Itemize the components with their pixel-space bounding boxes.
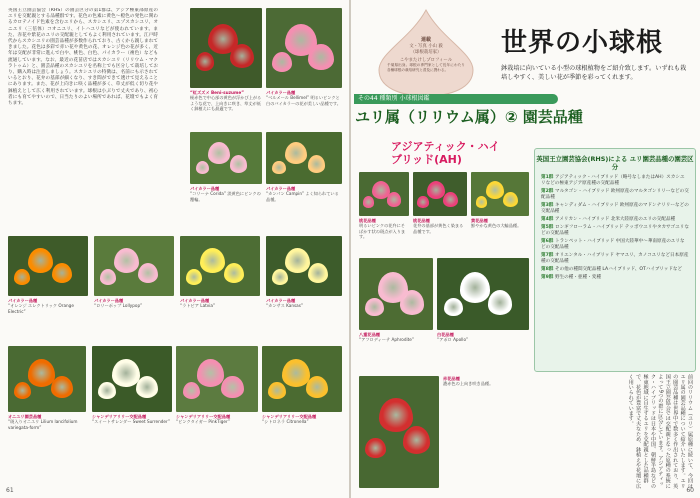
lily-photo <box>359 172 409 216</box>
rhs-group-item <box>541 253 689 265</box>
caption-text: 鮮やかな黄色の大輪品種。 <box>471 223 522 229</box>
photo-caption <box>359 218 409 254</box>
photo-caption <box>413 218 467 254</box>
lily-bloom <box>208 142 230 164</box>
lily-bloom <box>51 376 73 398</box>
rhs-group-item <box>541 189 689 201</box>
rhs-group-label: 第4群 <box>541 217 555 222</box>
lily-bloom <box>282 359 310 387</box>
caption-text: “カンパン Campin” よく知られている品種。 <box>266 191 339 202</box>
rhs-group-desc: キャンディダム・ハイブリッド 欧州原産のマドンナリリーなどの交配品種 <box>541 203 689 214</box>
photo-caption <box>262 414 342 492</box>
lily-bloom <box>308 155 326 173</box>
photo-caption <box>190 186 262 226</box>
rhs-classification-box <box>534 148 696 372</box>
author-line: 文・写真 小山 毅 <box>409 44 443 49</box>
caption-title: パイカラー品種 <box>8 298 38 303</box>
caption-text: 花弁の基部が黄色く染まる品種です。 <box>413 223 464 234</box>
right-page <box>351 0 700 498</box>
page-number: 61 <box>6 487 14 494</box>
lily-photo <box>190 132 262 184</box>
photo-caption <box>443 376 529 406</box>
caption-title: パイカラー品種 <box>266 298 296 303</box>
caption-title: “紅ズズメ Beni-suzume” <box>190 90 244 95</box>
caption-title: シャンデリアリリー交配品種 <box>92 414 147 419</box>
caption-title: シャンデリアリリー交配品種 <box>262 414 317 419</box>
lily-bloom <box>268 382 285 399</box>
caption-text: “スイートサレンダー Sweet Surrender” <box>92 419 171 425</box>
lily-bloom <box>28 248 53 273</box>
ah-group-title: アジアティック・ハイブリッド(AH) <box>391 140 500 166</box>
photo-caption <box>266 298 342 340</box>
photo-caption <box>8 298 88 340</box>
photo-caption <box>176 414 258 492</box>
caption-text: “カンサス Kansas” <box>266 303 304 309</box>
rhs-group-label: 第3群 <box>541 203 555 208</box>
lily-photo <box>8 346 86 412</box>
caption-title: 八重花品種 <box>359 332 380 337</box>
rhs-group-desc: 野生の種・亜種・変種 <box>554 275 601 280</box>
caption-text: “ベルメール Bellimel” 明るいピンクと白のバイカラーの花が美しい品種です。 <box>266 95 341 106</box>
rhs-group-label: 第1群 <box>541 175 555 180</box>
caption-text: 濃赤色の上向き咲き品種。 <box>443 381 494 387</box>
caption-text: “アフロディーテ Aphrodite” <box>359 337 415 343</box>
photo-caption <box>266 90 342 128</box>
profile-text: 千葉県出身。球根の専門家として長年にわたり各種球根の栽培研究と普及に携わる。 <box>387 63 465 72</box>
lily-bloom <box>443 192 458 207</box>
lily-bloom <box>186 269 202 285</box>
page-number: 60 <box>686 487 694 494</box>
photo-caption <box>180 298 260 340</box>
lily-photo <box>413 172 467 216</box>
lily-bloom <box>200 248 225 273</box>
lily-photo <box>437 258 529 330</box>
lily-photo <box>359 376 439 488</box>
lily-bloom <box>285 142 307 164</box>
author-role: （球根栽培家） <box>410 50 442 55</box>
lily-photo <box>262 346 342 412</box>
caption-title: 桃花品種 <box>413 218 430 223</box>
lily-bloom <box>52 263 72 283</box>
rhs-group-item <box>541 239 689 251</box>
rhs-group-item <box>541 217 689 223</box>
photo-caption <box>190 90 262 128</box>
lily-bloom <box>221 376 243 398</box>
caption-text: “ラトビア Latvia” <box>180 303 216 309</box>
rhs-group-desc: トランペット・ハイブリッド 中国大陸華中〜華南原産のユリなどの交配品種 <box>541 239 685 250</box>
lily-bloom <box>486 181 504 199</box>
caption-title: パイカラー品種 <box>190 186 220 191</box>
lily-bloom <box>308 263 328 283</box>
caption-title: 赤花品種 <box>443 376 460 381</box>
lily-bloom <box>488 290 512 314</box>
photo-caption <box>471 218 529 254</box>
intro-body-text: 英国王立園芸協会（RHS）の園芸区分の第1群は、アジア極東部原産のユリを交配親とする品種群です。花色の色素に黄色〜橙色の発色に関わるカロテノイド色素を含むユリから、スカシユリ、エゾスカシユリ、オニユリ（三倍体）コオニユリ、イトハユリなどが使われています。また、赤花や紫花のユリの交配親としてもよく利用されています。江戸時代からスカシユリの園芸品種が多数作られており、古くから親しまれてきました。花色は多彩で赤い花や黄色の花、オレンジ色の花が多く、近年は交配が非常に進んで白や、桃色、白色、パイカラー（複色）なども流通しています。なお、最近の花苗店ではスカシユリ（リリウム・マクラトゥム）と、園芸品種のスカシユリを名称上でも区分して栽培しており、購入時は注意しましょう。スカシユリの特徴は、名前にも示されているとおり、花弁の基部が細くなり、すき間ができて透けて見えることにあります。また、花が上向きに咲く品種が多く、草丈が低く切り花や鉢植えとして広く利用されています。球根は小ぶりで丈夫であり、初心者にも育てやすいので、日当たりのよい場所であれば、花壇でもよく育ちます。 <box>8 8 158 107</box>
rhs-group-label: 第5群 <box>541 225 555 230</box>
caption-title: 白花品種 <box>437 332 454 337</box>
lily-bloom <box>417 196 428 207</box>
caption-text: 極赤色で中心部の黄色が浮かび上がるような花で、上向きに咲き、草丈が低く鉢植えにも最適です。 <box>190 95 262 112</box>
lily-photo <box>92 346 172 412</box>
lily-bloom <box>196 161 210 175</box>
caption-title: パイカラー品種 <box>266 90 296 95</box>
serial-info <box>387 36 465 73</box>
lily-bloom <box>387 192 402 207</box>
photo-caption <box>266 186 342 226</box>
lily-bloom <box>112 359 140 387</box>
lily-bloom <box>503 192 518 207</box>
lily-bloom <box>427 181 445 199</box>
rhs-group-item <box>541 225 689 237</box>
lily-bloom <box>365 438 386 459</box>
rhs-list <box>541 175 689 281</box>
caption-title: 桃花品種 <box>359 218 376 223</box>
lily-bloom <box>136 376 158 398</box>
lily-bloom <box>138 263 158 283</box>
photo-caption <box>8 414 86 492</box>
lily-photo <box>359 258 433 330</box>
lily-bloom <box>230 44 254 68</box>
lily-bloom <box>403 426 430 453</box>
lily-bloom <box>14 269 30 285</box>
lily-bloom <box>272 52 292 72</box>
lily-bloom <box>476 196 487 207</box>
rhs-group-desc: オリエンタル・ハイブリッド ヤマユリ、カノコユリなど日本原産種の交配品種 <box>541 253 689 264</box>
caption-text: 明るいピンクの花弁にそばかす状の斑点が入ります。 <box>359 223 406 240</box>
lily-bloom <box>114 248 139 273</box>
lily-bloom <box>272 161 286 175</box>
caption-text: “オレンジ エレクトリック Orange Electric” <box>8 303 74 314</box>
lily-photo <box>176 346 258 412</box>
lily-photo <box>266 132 342 184</box>
series-title: 世界の小球根 <box>501 28 664 58</box>
lily-photo <box>94 236 174 296</box>
rhs-group-desc: その他の種間交配品種 LAハイブリッド、OTハイブリッドなど <box>554 267 683 272</box>
caption-text: “斑入りオニユリ Lilium lancifolium variegata-form” <box>8 419 78 430</box>
lily-photo <box>471 172 529 216</box>
lily-bloom <box>365 298 384 317</box>
lily-bloom <box>197 359 225 387</box>
photo-caption <box>437 332 529 372</box>
lily-bloom <box>100 269 116 285</box>
lily-bloom <box>308 44 334 70</box>
lily-bloom <box>306 376 328 398</box>
rhs-group-desc: アメリカン・ハイブリッド 北米大陸原産のユリの交配品種 <box>554 217 676 222</box>
lily-photo <box>266 8 342 88</box>
caption-text: “ロリーポップ Lollypop” <box>94 303 143 309</box>
caption-text: “アポロ Apollo” <box>437 337 469 343</box>
serial-label: 連載 <box>420 37 431 43</box>
caption-text: “コリーナ Corida” 淡黄色にピンクの覆輪。 <box>190 191 261 202</box>
caption-title: パイカラー品種 <box>266 186 296 191</box>
lily-bloom <box>400 290 424 314</box>
lily-photo <box>180 236 260 296</box>
photo-caption <box>359 332 433 372</box>
lily-bloom <box>196 52 215 71</box>
rhs-group-label: 第2群 <box>541 189 555 194</box>
rhs-group-desc: ロンギフローラム・ハイブリッド テッポウユリやタカサゴユリなどの交配品種 <box>541 225 689 236</box>
rhs-group-label: 第6群 <box>541 239 555 244</box>
lily-bloom <box>444 298 463 317</box>
lily-bloom <box>230 155 248 173</box>
photo-caption <box>92 414 172 492</box>
lily-photo <box>190 8 262 88</box>
lily-bloom <box>272 269 288 285</box>
rhs-group-desc: マルタゴン・ハイブリッド 欧州原産のマルタゴンリリーなどの交配品種 <box>541 189 689 200</box>
lily-bloom <box>98 382 115 399</box>
caption-title: 黄花品種 <box>471 218 488 223</box>
caption-text: “ピンクタイガー PinkTiger” <box>176 419 231 425</box>
lily-bloom <box>460 272 490 302</box>
rhs-group-item <box>541 203 689 215</box>
caption-title: オニユリ園芸品種 <box>8 414 42 419</box>
lily-bloom <box>224 263 244 283</box>
lily-bloom <box>14 382 31 399</box>
section-title: ユリ属（リリウム属）② 園芸品種 <box>355 108 583 126</box>
lede-text: 鉢栽培に向いている小型の球根植物をご紹介致します。いずれも栽培しやすく、美しい花が季節を彩ってくれます。 <box>501 65 687 81</box>
installment-bar: その44 種類別 小球根図鑑 <box>354 94 558 104</box>
rhs-group-label: 第8群 <box>541 267 555 272</box>
lily-bloom <box>379 398 413 432</box>
caption-title: パイカラー品種 <box>94 298 124 303</box>
lily-photo <box>266 236 342 296</box>
rhs-heading: 英国王立園芸協会(RHS)による ユリ園芸品種の園芸区分 <box>536 155 694 171</box>
rhs-group-label: 第7群 <box>541 253 555 258</box>
left-page <box>0 0 349 498</box>
lily-bloom <box>363 196 374 207</box>
lily-bloom <box>183 382 200 399</box>
rhs-group-item <box>541 267 689 273</box>
rhs-group-item <box>541 275 689 281</box>
rhs-group-label: 第9群 <box>541 275 555 280</box>
lily-photo <box>8 236 88 296</box>
caption-title: パイカラー品種 <box>180 298 210 303</box>
rhs-group-desc: アジアティック・ハイブリッド（略号なしまたはAH）スカシユリなどの極東アジア原産種の交配品種 <box>541 175 685 186</box>
photo-caption <box>94 298 174 340</box>
lily-bloom <box>285 248 310 273</box>
bottom-vertical-text: 前回のリリウム（ユリ）属原種に続いて、今回はユリ属の園芸品種について紹介いたします。ユリの園芸品種は世界中で数多く作出されており、英国王立園芸協会では交配親となった原種の系統によって9つの群に区分しています。アジアティック・ハイブリッドは日本や中国、朝鮮半島などの極東地域に自生するユリを交配親とした品種群で、花色が豊富で丈夫なため、鉢植えや花壇に広く用いられています。 <box>627 374 693 489</box>
caption-title: シャンデリアリリー交配品種 <box>176 414 231 419</box>
profile-heading: こやまたけしプロフィール <box>399 58 453 63</box>
rhs-group-item <box>541 175 689 187</box>
caption-text: “シトロネラ Citronella” <box>262 419 309 425</box>
